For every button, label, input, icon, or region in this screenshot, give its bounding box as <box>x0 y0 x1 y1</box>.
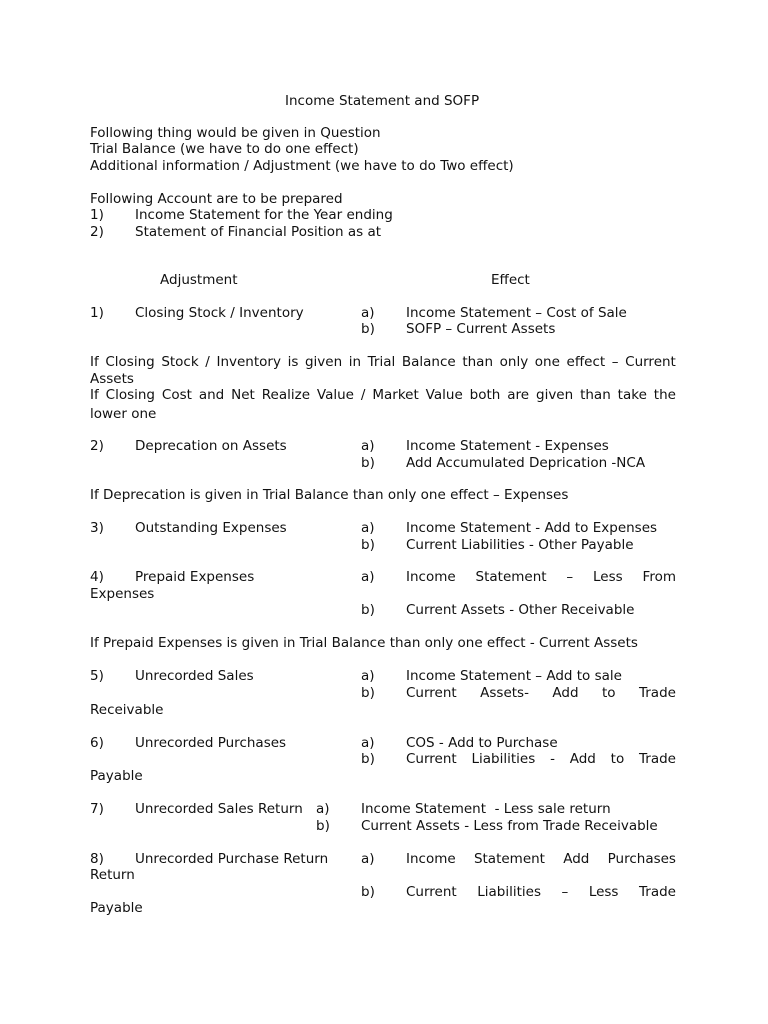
note-line-justified <box>90 354 676 370</box>
word: Trade <box>639 884 676 900</box>
word: than <box>462 354 494 370</box>
word: only <box>499 354 529 370</box>
word: in <box>348 354 362 370</box>
effect-text-continuation: Receivable <box>90 702 164 718</box>
word: Cost <box>161 387 192 403</box>
effect-marker: a) <box>361 735 375 751</box>
prepare-item-number: 1) <box>90 207 104 223</box>
effect-marker: b) <box>361 321 375 337</box>
adjustment-number: 5) <box>90 668 104 684</box>
word: both <box>469 387 501 403</box>
word: Value <box>316 387 354 403</box>
word: – <box>611 354 619 370</box>
effect-text: Current Assets - Other Receivable <box>406 602 635 618</box>
adjustment-name: Outstanding Expenses <box>135 520 287 536</box>
word: Stock <box>161 354 199 370</box>
adjustment-number: 2) <box>90 438 104 454</box>
word: Statement <box>473 851 545 867</box>
effect-text: Income Statement – Cost of Sale <box>406 305 627 321</box>
prepare-item-text: Income Statement for the Year ending <box>135 207 393 223</box>
note-line: lower one <box>90 406 157 422</box>
effect-text: Current Assets - Less from Trade Receivable <box>361 818 658 834</box>
intro-line: Trial Balance (we have to do one effect) <box>90 141 359 157</box>
word: Net <box>231 387 255 403</box>
word: Current <box>406 751 457 767</box>
adjustment-name-continuation: Return <box>90 867 135 883</box>
word: Income <box>406 851 456 867</box>
effect-text-continuation: Payable <box>90 900 143 916</box>
effect-marker: a) <box>361 569 375 585</box>
note-line: If Deprecation is given in Trial Balance than only one effect – Expenses <box>90 487 569 503</box>
effect-text-continuation: Expenses <box>90 586 155 602</box>
adjustment-number: 8) <box>90 851 104 867</box>
adjustment-column-header: Adjustment <box>160 272 238 288</box>
effect-text-justified <box>406 751 676 767</box>
adjustment-number: 6) <box>90 735 104 751</box>
adjustment-name: Unrecorded Purchase Return <box>135 851 329 867</box>
word: – <box>561 884 569 900</box>
effect-marker: a) <box>316 801 330 817</box>
intro-line: Following thing would be given in Question <box>90 125 381 141</box>
prepare-item-number: 2) <box>90 224 104 240</box>
word: Balance <box>401 354 456 370</box>
page-title: Income Statement and SOFP <box>285 93 480 109</box>
effect-text: COS - Add to Purchase <box>406 735 558 751</box>
word: Realize <box>261 387 310 403</box>
word: Add <box>569 751 596 767</box>
word: Less <box>593 569 623 585</box>
word: From <box>642 569 676 585</box>
word: Less <box>588 884 619 900</box>
effect-marker: b) <box>316 818 330 834</box>
effect-text-justified <box>406 851 676 867</box>
word: Trial <box>367 354 396 370</box>
effect-marker: b) <box>361 685 375 701</box>
effect-marker: a) <box>361 305 375 321</box>
word: If <box>90 354 99 370</box>
word: Purchases <box>607 851 676 867</box>
note-line: If Prepaid Expenses is given in Trial Balance than only one effect - Current Assets <box>90 635 638 651</box>
effect-marker: b) <box>361 602 375 618</box>
word: Statement <box>475 569 547 585</box>
adjustment-number: 4) <box>90 569 104 585</box>
effect-text: Income Statement – Add to sale <box>406 668 622 684</box>
effect-text: Current Liabilities - Other Payable <box>406 537 634 553</box>
word: Trade <box>638 685 676 701</box>
word: Value <box>425 387 463 403</box>
effect-text: Income Statement - Add to Expenses <box>406 520 658 536</box>
word: Current <box>406 884 457 900</box>
word: If <box>90 387 99 403</box>
note-line-justified <box>90 387 676 403</box>
word: the <box>653 387 676 403</box>
word: given <box>304 354 343 370</box>
effect-marker: b) <box>361 455 375 471</box>
word: effect <box>566 354 606 370</box>
word: / <box>205 354 210 370</box>
word: Assets- <box>480 685 529 701</box>
effect-text-justified <box>406 569 676 585</box>
word: take <box>617 387 647 403</box>
effect-marker: b) <box>361 537 375 553</box>
effect-text: Income Statement - Expenses <box>406 438 609 454</box>
word: Add <box>563 851 590 867</box>
word: to <box>601 685 616 701</box>
effect-column-header: Effect <box>491 272 530 288</box>
adjustment-name: Closing Stock / Inventory <box>135 305 304 321</box>
adjustment-name: Prepaid Expenses <box>135 569 255 585</box>
prepare-item-text: Statement of Financial Position as at <box>135 224 382 240</box>
word: Closing <box>105 354 155 370</box>
adjustment-number: 3) <box>90 520 104 536</box>
adjustment-name: Unrecorded Sales Return <box>135 801 303 817</box>
effect-marker: a) <box>361 438 375 454</box>
effect-marker: b) <box>361 751 375 767</box>
word: and <box>198 387 225 403</box>
word: - <box>550 751 555 767</box>
word: Current <box>406 685 457 701</box>
word: Income <box>406 569 456 585</box>
word: / <box>360 387 366 403</box>
word: one <box>534 354 560 370</box>
word: Inventory <box>216 354 281 370</box>
intro-line: Additional information / Adjustment (we have to do Two effect) <box>90 158 514 174</box>
effect-marker: a) <box>361 520 375 536</box>
word: Trade <box>639 751 676 767</box>
effect-marker: b) <box>361 884 375 900</box>
word: Add <box>552 685 579 701</box>
adjustment-number: 7) <box>90 801 104 817</box>
effect-text-justified <box>406 884 676 900</box>
word: Closing <box>105 387 155 403</box>
word: Liabilities <box>471 751 536 767</box>
effect-text: Income Statement - Less sale return <box>361 801 611 817</box>
effect-text: Add Accumulated Deprication -NCA <box>406 455 646 471</box>
word: than <box>580 387 611 403</box>
word: given <box>536 387 574 403</box>
word: Liabilities <box>477 884 541 900</box>
word: Current <box>625 354 676 370</box>
prepare-heading: Following Account are to be prepared <box>90 191 343 207</box>
effect-text-continuation: Payable <box>90 768 143 784</box>
word: is <box>287 354 299 370</box>
word: Market <box>372 387 419 403</box>
word: to <box>610 751 625 767</box>
adjustment-name: Unrecorded Purchases <box>135 735 287 751</box>
adjustment-number: 1) <box>90 305 104 321</box>
effect-marker: a) <box>361 851 375 867</box>
effect-text: SOFP – Current Assets <box>406 321 556 337</box>
adjustment-name: Unrecorded Sales <box>135 668 254 684</box>
effect-text-justified <box>406 685 676 701</box>
effect-marker: a) <box>361 668 375 684</box>
note-line: Assets <box>90 371 134 387</box>
word: – <box>566 569 574 585</box>
adjustment-name: Deprecation on Assets <box>135 438 287 454</box>
word: are <box>507 387 530 403</box>
